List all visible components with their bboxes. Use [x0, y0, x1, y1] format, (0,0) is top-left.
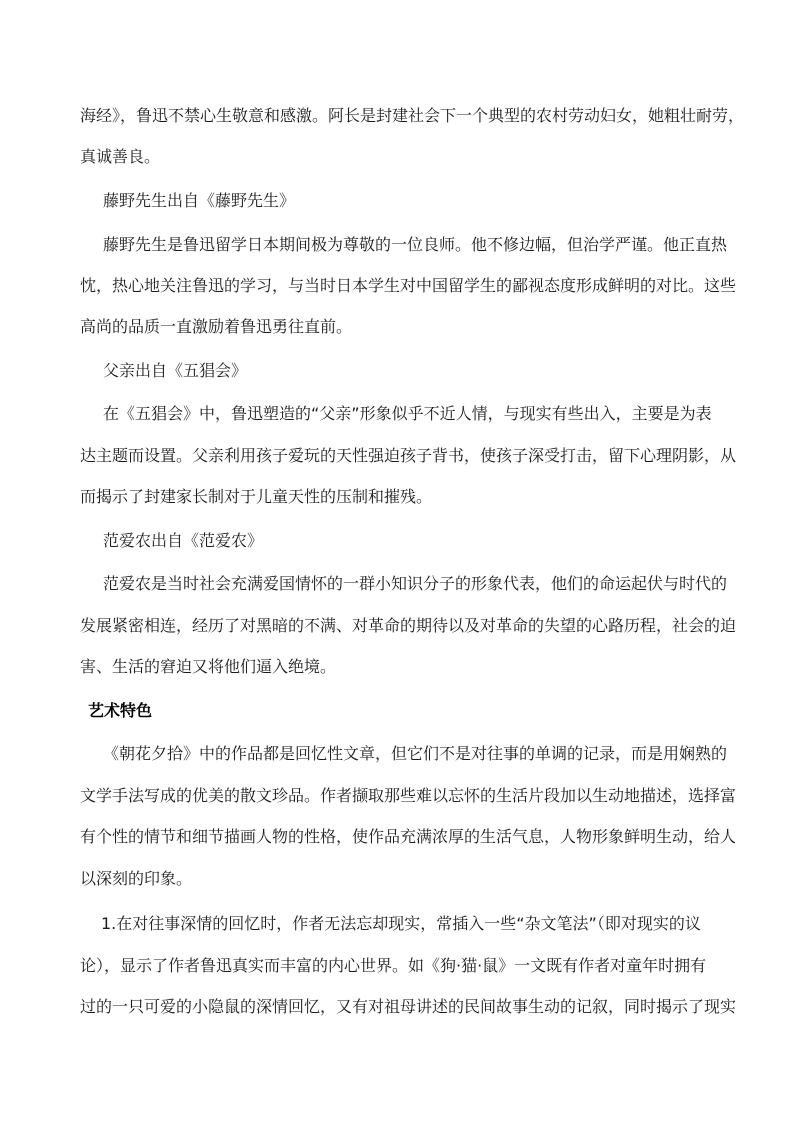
paragraph-line: 发展紧密相连，经历了对黑暗的不满、对革命的期待以及对革命的失望的心路历程，社会的迫 [80, 616, 737, 635]
paragraph-line: 有个性的情节和细节描画人物的性格，使作品充满浓厚的生活气息，人物形象鲜明生动，给人 [80, 827, 737, 846]
paragraph-line: 《朝花夕拾》中的作品都是回忆性文章，但它们不是对往事的单调的记录，而是用娴熟的 [103, 744, 728, 763]
character-title-father: 父亲出自《五猖会》 [103, 361, 248, 380]
paragraph-line: 过的一只可爱的小隐鼠的深情回忆，又有对祖母讲述的民间故事生动的记叙，同时揭示了现实 [80, 997, 737, 1016]
intro-line: 海经》，鲁迅不禁心生敬意和感激。阿长是封建社会下一个典型的农村劳动妇女，她粗壮耐劳， [80, 106, 745, 125]
paragraph-line: 达主题而设置。父亲利用孩子爱玩的天性强迫孩子背书，使孩子深受打击，留下心理阴影，从 [80, 446, 737, 465]
paragraph-line: 范爱农是当时社会充满爱国情怀的一群小知识分子的形象代表，他们的命运起伏与时代的 [103, 574, 728, 593]
section-heading: 艺术特色 [88, 701, 153, 720]
intro-line: 真诚善良。 [80, 147, 161, 166]
character-title-fan-ainong: 范爱农出自《范爱农》 [103, 531, 264, 550]
paragraph-line: 藤野先生是鲁迅留学日本期间极为尊敬的一位良师。他不修边幅，但治学严谨。他正直热 [103, 235, 728, 254]
paragraph-line: 害、生活的窘迫又将他们逼入绝境。 [80, 657, 337, 676]
paragraph-line: 文学手法写成的优美的散文珍品。作者撷取那些难以忘怀的生活片段加以生动地描述，选择富 [80, 786, 737, 805]
paragraph-line: 论），显示了作者鲁迅真实而丰富的内心世界。如《狗·猫·鼠》一文既有作者对童年时拥有 [80, 956, 707, 975]
paragraph-line: 高尚的品质一直激励着鲁迅勇往直前。 [80, 317, 353, 336]
paragraph-line: 以深刻的印象。 [80, 869, 193, 888]
paragraph-line: 而揭示了封建家长制对于儿童天性的压制和摧残。 [80, 487, 433, 506]
character-title-fujino: 藤野先生出自《藤野先生》 [103, 191, 296, 210]
paragraph-line: 在《五猖会》中，鲁迅塑造的“父亲”形象似乎不近人情，与现实有些出入，主要是为表 [103, 404, 712, 423]
paragraph-line: 忱，热心地关注鲁迅的学习，与当时日本学生对中国留学生的鄙视态度形成鲜明的对比。这些 [80, 276, 737, 295]
list-item-line: 1.在对往事深情的回忆时，作者无法忘却现实，常插入一些“杂文笔法”（即对现实的议 [101, 914, 701, 933]
